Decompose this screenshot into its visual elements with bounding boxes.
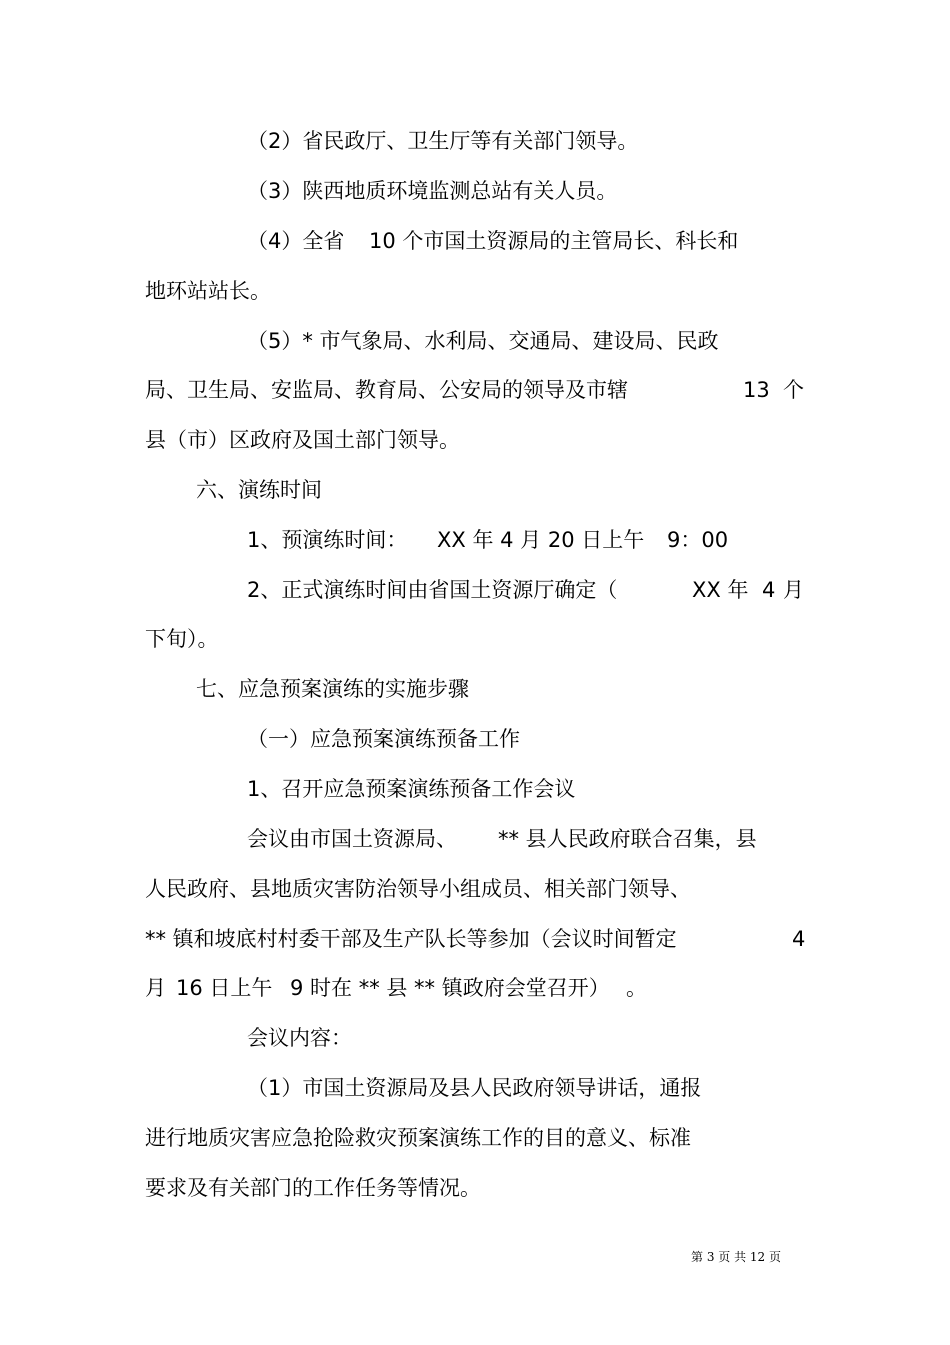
subsection-heading (0, 724, 950, 754)
paragraph-line (0, 326, 950, 356)
text-segment: 县（市）区政府及国土部门领导。 (145, 428, 460, 452)
text-segment: 个 (783, 378, 804, 402)
text-segment: （2）省民政厅、卫生厅等有关部门领导。 (247, 129, 639, 153)
paragraph-line (0, 1023, 950, 1053)
text-segment: 1、预演练时间： (247, 528, 408, 552)
text-segment: 13 (743, 378, 770, 402)
paragraph-line (0, 1123, 950, 1153)
text-segment: 1、召开应急预案演练预备工作会议 (247, 777, 576, 801)
paragraph-line (0, 425, 950, 455)
paragraph-line (0, 1073, 950, 1103)
text-segment: 局、卫生局、安监局、教育局、公安局的领导及市辖 (145, 378, 628, 402)
text-segment: 会议由市国土资源局、 (247, 827, 457, 851)
text-segment: 16 日上午 (176, 976, 273, 1000)
text-segment: 六、演练时间 (196, 478, 322, 502)
paragraph-line (0, 874, 950, 904)
text-segment: （一）应急预案演练预备工作 (247, 727, 520, 751)
text-segment: 月 (783, 578, 804, 602)
text-segment: ** 镇和坡底村村委干部及生产队长等参加（会议时间暂定 (145, 927, 677, 951)
text-segment: （3）陕西地质环境监测总站有关人员。 (247, 179, 618, 203)
text-segment: 月 (145, 976, 166, 1000)
text-segment: 9 时在 ** 县 ** 镇政府会堂召开） (290, 976, 610, 1000)
paragraph-line (0, 575, 950, 605)
paragraph-line (0, 824, 950, 854)
paragraph-line (0, 525, 950, 555)
paragraph-line (0, 176, 950, 206)
text-segment: 人民政府、县地质灾害防治领导小组成员、相关部门领导、 (145, 877, 691, 901)
text-segment: 进行地质灾害应急抢险救灾预案演练工作的目的意义、标准 (145, 1126, 691, 1150)
text-segment: 会议内容： (247, 1026, 352, 1050)
text-segment: 4 (762, 578, 776, 602)
text-segment: 9：00 (667, 528, 729, 552)
text-segment: ** 县人民政府联合召集，县 (498, 827, 757, 851)
paragraph-line (0, 226, 950, 256)
text-segment: 2、正式演练时间由省国土资源厅确定（ (247, 578, 618, 602)
paragraph-line (0, 973, 950, 1003)
text-segment: 。 (626, 976, 647, 1000)
paragraph-line (0, 924, 950, 954)
paragraph-line (0, 774, 950, 804)
text-segment: （1）市国土资源局及县人民政府领导讲话，通报 (247, 1076, 702, 1100)
paragraph-line (0, 624, 950, 654)
text-segment: 下旬）。 (145, 627, 219, 651)
paragraph-line (0, 126, 950, 156)
text-segment: （5）* 市气象局、水利局、交通局、建设局、民政 (247, 329, 719, 353)
paragraph-line (0, 1173, 950, 1203)
text-segment: 地环站站长。 (145, 279, 271, 303)
section-heading (0, 475, 950, 505)
text-segment: XX 年 (692, 578, 749, 602)
text-segment: 要求及有关部门的工作任务等情况。 (145, 1176, 481, 1200)
text-segment: 七、应急预案演练的实施步骤 (196, 677, 469, 701)
page-number-footer: 第 3 页 共 12 页 (691, 1250, 781, 1264)
text-segment: （4）全省 (247, 229, 345, 253)
paragraph-line (0, 276, 950, 306)
text-segment: XX 年 4 月 20 日上午 (437, 528, 645, 552)
text-segment: 4 (792, 927, 806, 951)
text-segment: 10 个市国土资源局的主管局长、科长和 (369, 229, 739, 253)
section-heading (0, 674, 950, 704)
paragraph-line (0, 375, 950, 405)
